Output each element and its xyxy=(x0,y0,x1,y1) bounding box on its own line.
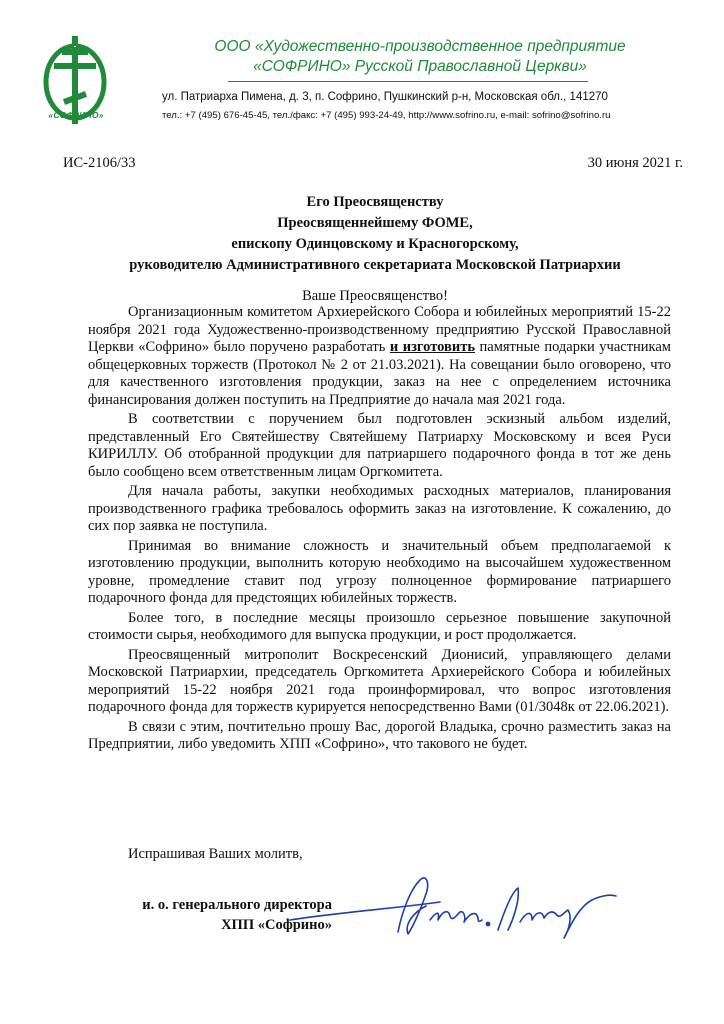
closing-phrase: Испрашивая Ваших молитв, xyxy=(128,846,303,862)
salutation: Ваше Преосвященство! xyxy=(302,288,448,304)
addressee-line: руководителю Административного секретариата Московской Патриархии xyxy=(129,257,621,273)
body-paragraph: В соответствии с поручением был подготовлен эскизный альбом изделий, представленный Его Святейшеству Святейшему Патриарху Московскому и всея Руси КИРИЛЛУ. Об отобранной продукции для патриаршего подарочного фонда в тот же день было сообщено всем ответственным лицам Оргкомитета. xyxy=(88,411,671,480)
org-address: ул. Патриарха Пимена, д. 3, п. Софрино, Пушкинский р-н, Московская обл., 141270 xyxy=(162,91,608,103)
body-paragraph: Для начала работы, закупки необходимых расходных материалов, планирования производственного графика требовалось оформить заказ на изготовление. К сожалению, до сих пор заявка не поступила. xyxy=(88,483,671,534)
addressee-line: Преосвященнейшему ФОМЕ, xyxy=(277,215,473,231)
addressee-line: Его Преосвященству xyxy=(306,194,444,210)
emphasized-phrase: и изготовить xyxy=(389,339,475,355)
body-paragraph: Преосвященный митрополит Воскресенский Дионисий, управляющего делами Московской Патриархии, председатель Оргкомитета Архиерейского Собора и юбилейных мероприятий 15-22 ноября 2021 года проинформировал, что вопрос изготовления подарочного фонда для торжеств курируется непосредственно Вами (01/3048к от 22.06.2021). xyxy=(88,646,671,715)
body-paragraph: Организационным комитетом Архиерейского Собора и юбилейных мероприятий 15-22 ноября 2021 года Художественно-производственному предприятию Русской Православной Церкви «Софрино» было поручено разработать и изготовить памятные подарки участникам общецерковных торжеств (Протокол № 2 от 21.03.2021). На совещании было оговорено, что для качественного изготовления продукции, заказ на нее с определением источника финансирования должен поступить на Предприятие до начала мая 2021 года. xyxy=(88,304,671,408)
signatory-title: и. о. генерального директора ХПП «Софрино» xyxy=(142,897,332,933)
addressee-line: епископу Одинцовскому и Красногорскому, xyxy=(231,236,519,252)
letter-date: 30 июня 2021 г. xyxy=(587,155,683,171)
body-paragraph: Более того, в последние месяцы произошло серьезное повышение закупочной стоимости сырья, необходимого для выпуска продукции, и рост продолжается. xyxy=(88,609,671,643)
handwritten-signature xyxy=(280,872,620,952)
org-name-line1: ООО «Художественно-производственное предприятие xyxy=(214,38,626,55)
org-contacts: тел.: +7 (495) 676-45-45, тел./факс: +7 (495) 993-24-49, http://www.sofrino.ru, e-mail: sofrino@sofrino.ru xyxy=(162,110,611,121)
reference-number: ИС-2106/33 xyxy=(63,155,136,171)
org-name-line2: «СОФРИНО» Русской Православной Церкви» xyxy=(253,58,587,75)
body-paragraph: В связи с этим, почтительно прошу Вас, дорогой Владыка, срочно разместить заказ на Предприятии, либо уведомить ХПП «Софрино», что такового не будет. xyxy=(88,718,671,752)
addressee-block xyxy=(80,192,670,276)
logo-caption: «СОФРИНО» xyxy=(48,110,104,120)
letter-body xyxy=(88,304,671,756)
letterhead-divider xyxy=(228,81,588,82)
body-paragraph: Принимая во внимание сложность и значительный объем предполагаемой к изготовлению продукции, выполнить которую необходимо на высочайшем художественном уровне, промедление ставит под угрозу полноценное формирование патриаршего подарочного фонда для предстоящих юбилейных торжеств. xyxy=(88,537,671,606)
